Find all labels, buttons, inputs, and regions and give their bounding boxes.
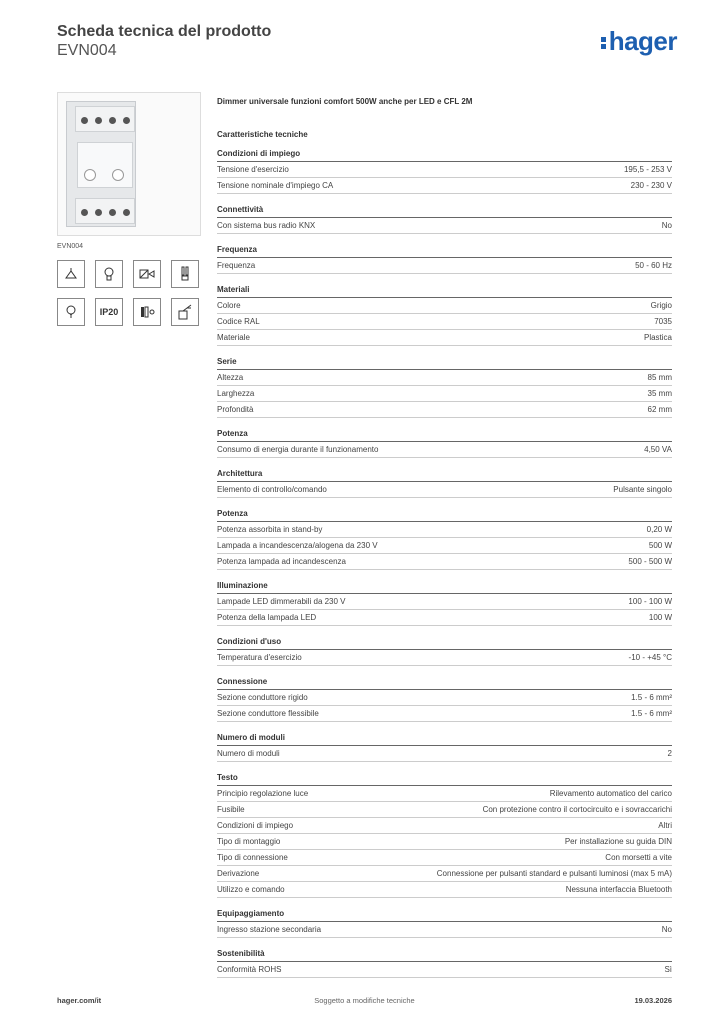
spec-group bbox=[217, 148, 672, 194]
spec-group-title: Frequenza bbox=[217, 244, 672, 258]
spec-label: Principio regolazione luce bbox=[217, 788, 309, 798]
spec-value: Sì bbox=[664, 964, 672, 974]
footer-date: 19.03.2026 bbox=[634, 996, 672, 1005]
product-image bbox=[57, 92, 201, 236]
spec-label: Con sistema bus radio KNX bbox=[217, 220, 316, 230]
spec-group-title: Numero di moduli bbox=[217, 732, 672, 746]
spec-value: 100 - 100 W bbox=[628, 596, 672, 606]
din-rail-icon bbox=[133, 298, 161, 326]
spec-value: Altri bbox=[658, 820, 672, 830]
spec-label: Conformità ROHS bbox=[217, 964, 282, 974]
spec-label: Derivazione bbox=[217, 868, 260, 878]
spec-group bbox=[217, 772, 672, 898]
spec-value: 7035 bbox=[654, 316, 672, 326]
spec-label: Lampada a incandescenza/alogena da 230 V bbox=[217, 540, 378, 550]
spec-label: Frequenza bbox=[217, 260, 256, 270]
spec-group bbox=[217, 428, 672, 458]
spec-label: Tipo di montaggio bbox=[217, 836, 281, 846]
spec-group bbox=[217, 244, 672, 274]
spec-label: Potenza assorbita in stand-by bbox=[217, 524, 323, 534]
spec-row bbox=[217, 402, 672, 418]
spec-value: Connessione per pulsanti standard e pulsanti luminosi (max 5 mA) bbox=[436, 868, 672, 878]
spec-group-title: Testo bbox=[217, 772, 672, 786]
ip20-icon: IP20 bbox=[95, 298, 123, 326]
spec-group bbox=[217, 908, 672, 938]
spec-row bbox=[217, 298, 672, 314]
spec-label: Tipo di connessione bbox=[217, 852, 288, 862]
spec-row bbox=[217, 834, 672, 850]
spec-row bbox=[217, 314, 672, 330]
page-header bbox=[57, 22, 677, 60]
spec-groups bbox=[217, 148, 672, 978]
logo-dots-icon bbox=[601, 35, 607, 51]
spec-value: 35 mm bbox=[647, 388, 672, 398]
spec-value: 500 - 500 W bbox=[628, 556, 672, 566]
product-code: EVN004 bbox=[57, 42, 117, 59]
spec-label: Altezza bbox=[217, 372, 244, 382]
spec-value: 230 - 230 V bbox=[630, 180, 672, 190]
spec-label: Materiale bbox=[217, 332, 250, 342]
spec-row bbox=[217, 866, 672, 882]
spec-label: Consumo di energia durante il funzionamento bbox=[217, 444, 379, 454]
spec-group bbox=[217, 468, 672, 498]
spec-row bbox=[217, 162, 672, 178]
spec-value: Rilevamento automatico del carico bbox=[549, 788, 672, 798]
spec-group-title: Serie bbox=[217, 356, 672, 370]
spec-value: 1.5 - 6 mm² bbox=[631, 708, 672, 718]
spec-value: Nessuna interfaccia Bluetooth bbox=[565, 884, 672, 894]
spec-group-title: Architettura bbox=[217, 468, 672, 482]
spec-group-title: Illuminazione bbox=[217, 580, 672, 594]
product-description: Dimmer universale funzioni comfort 500W anche per LED e CFL 2M bbox=[217, 97, 473, 106]
spec-value: Con morsetti a vite bbox=[605, 852, 672, 862]
spec-row bbox=[217, 218, 672, 234]
section-heading: Caratteristiche tecniche bbox=[217, 130, 308, 139]
spec-group-title: Equipaggiamento bbox=[217, 908, 672, 922]
spec-label: Tensione nominale d'impiego CA bbox=[217, 180, 334, 190]
spec-row bbox=[217, 802, 672, 818]
spec-value: 4,50 VA bbox=[644, 444, 672, 454]
spec-group-title: Sostenibilità bbox=[217, 948, 672, 962]
spec-value: No bbox=[661, 220, 672, 230]
spec-label: Fusibile bbox=[217, 804, 245, 814]
spec-row bbox=[217, 386, 672, 402]
spec-label: Colore bbox=[217, 300, 241, 310]
spec-row bbox=[217, 370, 672, 386]
spec-group-title: Connessione bbox=[217, 676, 672, 690]
spec-value: 100 W bbox=[648, 612, 672, 622]
spec-row bbox=[217, 178, 672, 194]
spec-group bbox=[217, 356, 672, 418]
hager-logo: hager bbox=[601, 26, 677, 57]
spec-group bbox=[217, 676, 672, 722]
spec-group bbox=[217, 204, 672, 234]
spec-label: Elemento di controllo/comando bbox=[217, 484, 327, 494]
spec-label: Potenza della lampada LED bbox=[217, 612, 317, 622]
spec-label: Lampade LED dimmerabili da 230 V bbox=[217, 596, 346, 606]
spec-row bbox=[217, 554, 672, 570]
spec-row bbox=[217, 442, 672, 458]
dimmer-device-illustration bbox=[66, 101, 136, 227]
spec-label: Numero di moduli bbox=[217, 748, 280, 758]
spec-label: Temperatura d'esercizio bbox=[217, 652, 302, 662]
spec-label: Tensione d'esercizio bbox=[217, 164, 289, 174]
image-caption: EVN004 bbox=[57, 243, 84, 250]
spec-row bbox=[217, 786, 672, 802]
spec-content bbox=[217, 96, 672, 978]
spec-row bbox=[217, 522, 672, 538]
spec-row bbox=[217, 746, 672, 762]
spec-value: 195,5 - 253 V bbox=[623, 164, 672, 174]
spec-value: 85 mm bbox=[647, 372, 672, 382]
spec-group-title: Potenza bbox=[217, 508, 672, 522]
spec-row bbox=[217, 482, 672, 498]
spec-value: No bbox=[661, 924, 672, 934]
spec-group bbox=[217, 948, 672, 978]
spec-group bbox=[217, 732, 672, 762]
push-button-icon bbox=[171, 298, 199, 326]
spec-group bbox=[217, 580, 672, 626]
spec-label: Ingresso stazione secondaria bbox=[217, 924, 322, 934]
spec-label: Larghezza bbox=[217, 388, 255, 398]
spec-value: Plastica bbox=[643, 332, 672, 342]
spec-label: Potenza lampada ad incandescenza bbox=[217, 556, 346, 566]
spec-group bbox=[217, 636, 672, 666]
spec-row bbox=[217, 962, 672, 978]
spec-label: Profondità bbox=[217, 404, 254, 414]
spec-value: 2 bbox=[667, 748, 672, 758]
spec-row bbox=[217, 706, 672, 722]
spec-group bbox=[217, 284, 672, 346]
spec-row bbox=[217, 330, 672, 346]
spec-row bbox=[217, 650, 672, 666]
spec-label: Utilizzo e comando bbox=[217, 884, 285, 894]
spec-value: 50 - 60 Hz bbox=[635, 260, 672, 270]
spec-value: 1.5 - 6 mm² bbox=[631, 692, 672, 702]
spec-row bbox=[217, 850, 672, 866]
spec-row bbox=[217, 818, 672, 834]
spec-row bbox=[217, 594, 672, 610]
spec-value: Con protezione contro il cortocircuito e i sovraccarichi bbox=[482, 804, 672, 814]
footer-note: Soggetto a modifiche tecniche bbox=[314, 996, 415, 1005]
spec-label: Condizioni di impiego bbox=[217, 820, 294, 830]
spec-value: 500 W bbox=[648, 540, 672, 550]
spec-group-title: Condizioni di impiego bbox=[217, 148, 672, 162]
spec-row bbox=[217, 610, 672, 626]
dimmer-led-icon bbox=[133, 260, 161, 288]
spec-group-title: Condizioni d'uso bbox=[217, 636, 672, 650]
spec-value: Per installazione su guida DIN bbox=[564, 836, 672, 846]
spec-value: Grigio bbox=[650, 300, 672, 310]
spec-label: Sezione conduttore flessibile bbox=[217, 708, 319, 718]
spec-group-title: Materiali bbox=[217, 284, 672, 298]
bulb-icon bbox=[95, 260, 123, 288]
page-title: Scheda tecnica del prodotto bbox=[57, 23, 272, 40]
spec-row bbox=[217, 538, 672, 554]
spec-row bbox=[217, 258, 672, 274]
spec-label: Sezione conduttore rigido bbox=[217, 692, 308, 702]
spec-row bbox=[217, 922, 672, 938]
spec-group-title: Connettività bbox=[217, 204, 672, 218]
footer-website: hager.com/it bbox=[57, 996, 102, 1005]
spec-value: Pulsante singolo bbox=[613, 484, 672, 494]
cfl-lamp-icon bbox=[171, 260, 199, 288]
spec-row bbox=[217, 882, 672, 898]
lamp-icon bbox=[57, 260, 85, 288]
light-bulb-icon bbox=[57, 298, 85, 326]
spec-group-title: Potenza bbox=[217, 428, 672, 442]
feature-icons bbox=[57, 260, 201, 326]
spec-value: 0,20 W bbox=[646, 524, 672, 534]
spec-label: Codice RAL bbox=[217, 316, 260, 326]
spec-row bbox=[217, 690, 672, 706]
spec-group bbox=[217, 508, 672, 570]
spec-value: -10 - +45 °C bbox=[628, 652, 672, 662]
spec-value: 62 mm bbox=[647, 404, 672, 414]
